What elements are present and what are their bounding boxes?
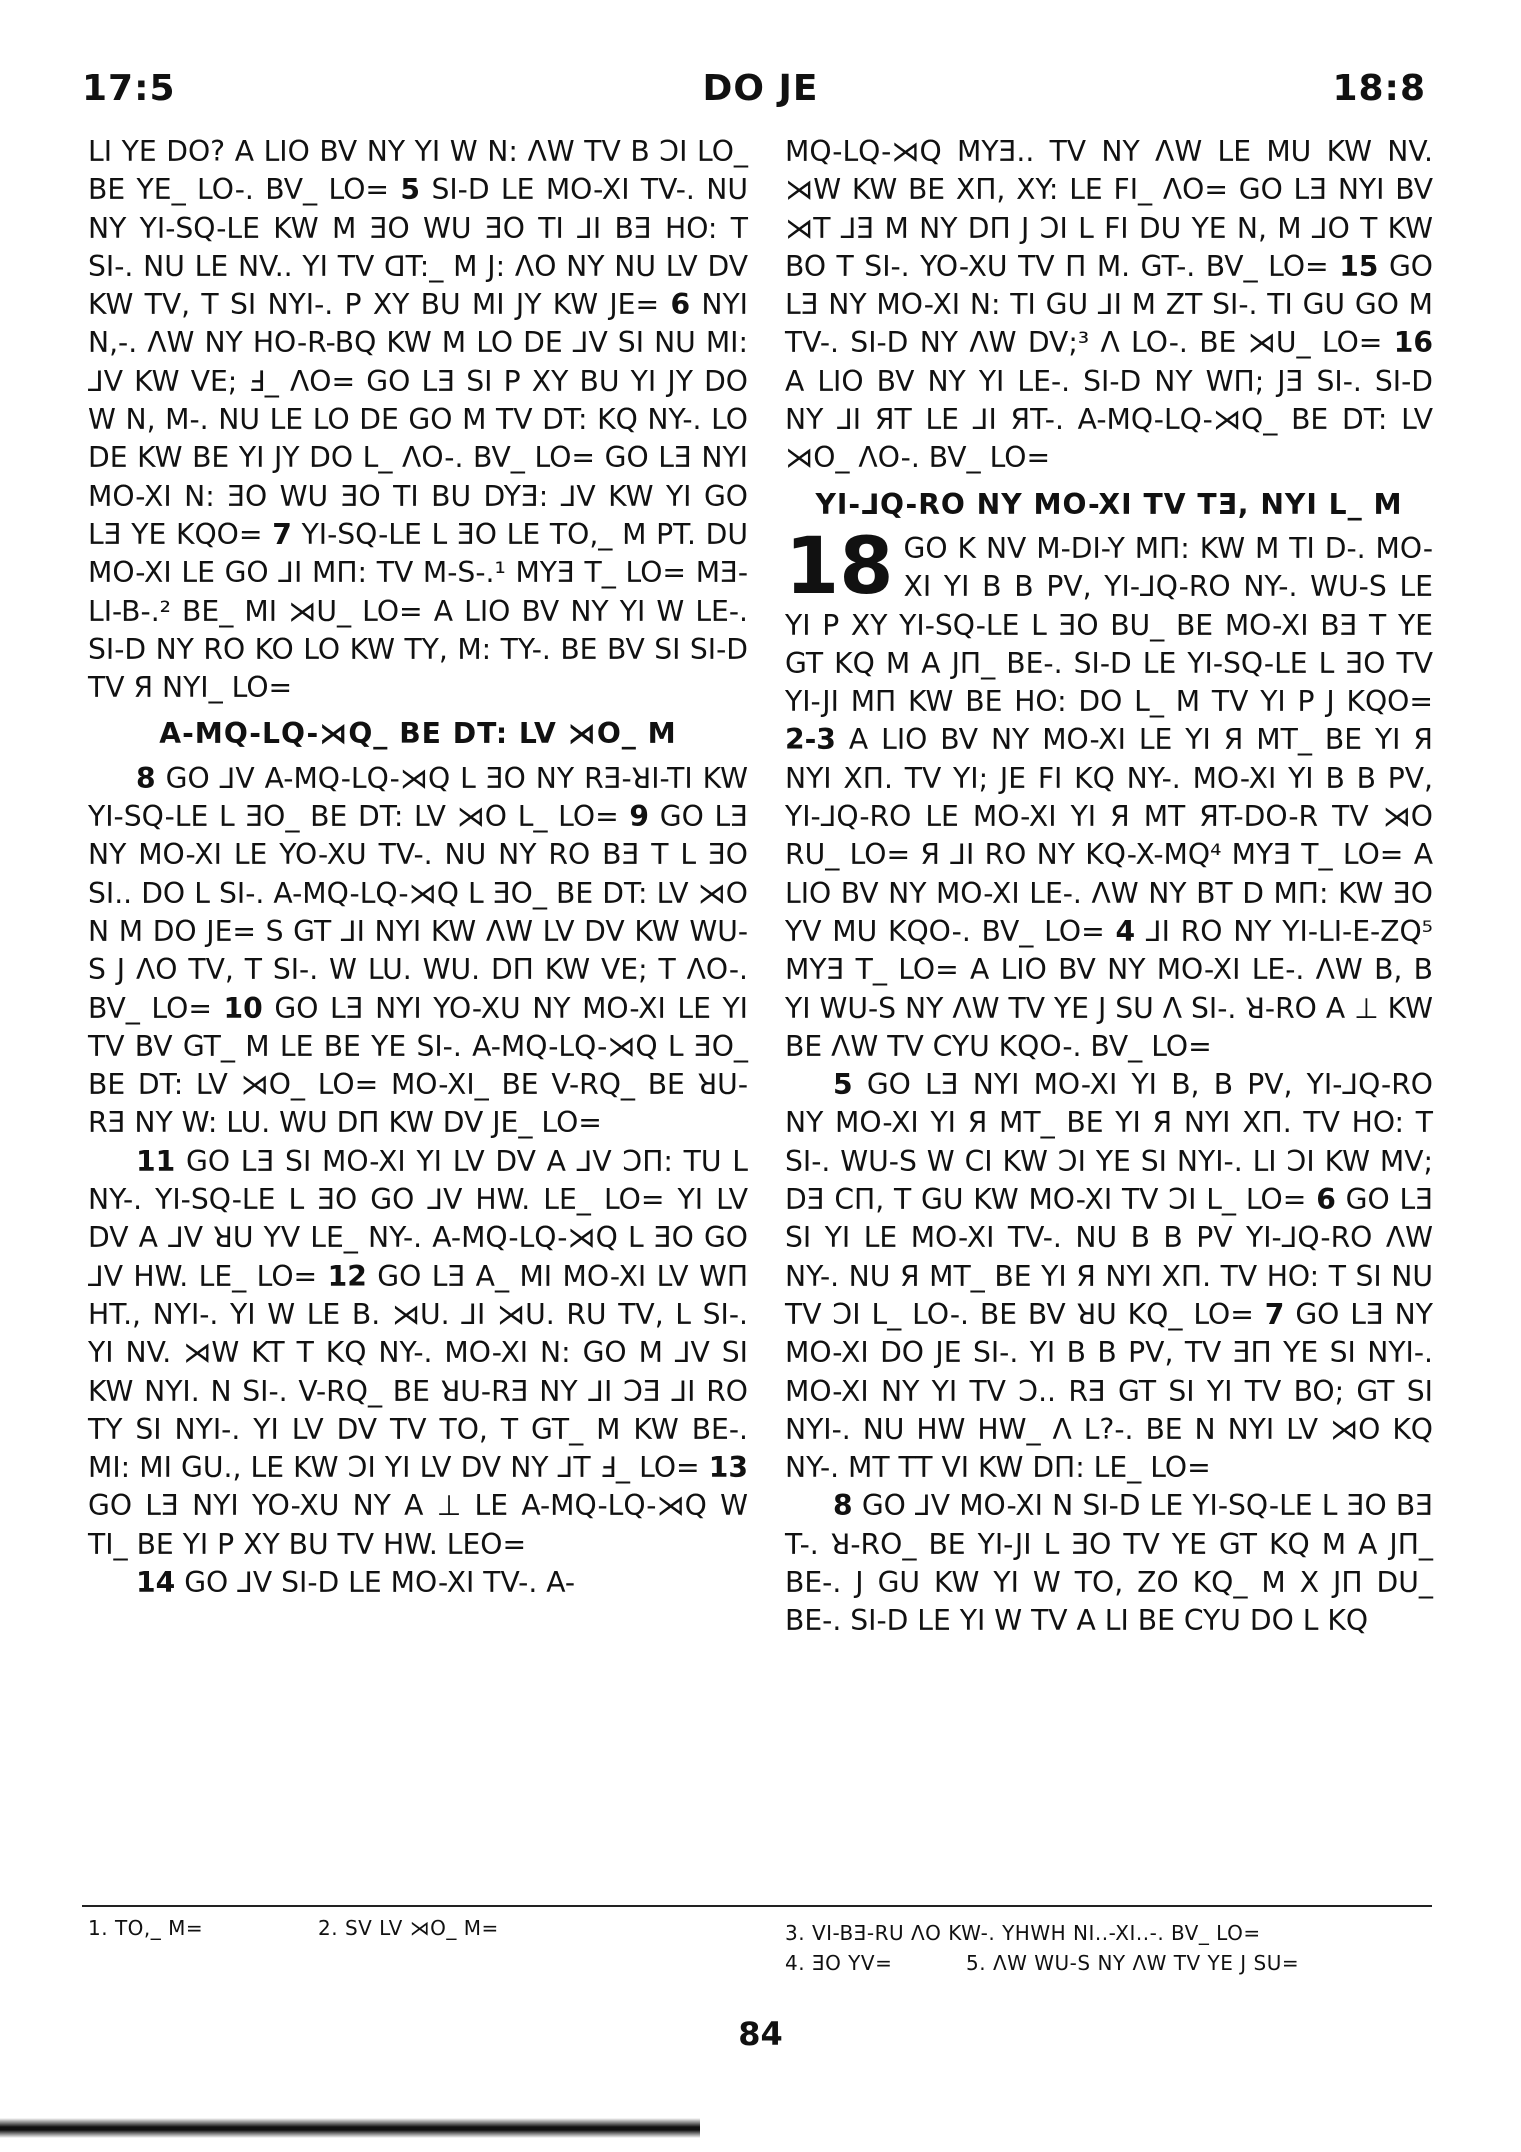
paragraph — [785, 133, 1433, 478]
verse-text: GO LƎ NY MO-XI DO JE SI-. YI B B PV, TV ƎΠ YE SI NYI-. MO-XI NY YI TV Ɔ.. RƎ GT SI YI TV BO; GT SI NYI-. NU HW HW_ Λ L?-. BE N NYI LV ⋊O KQ NY-. MT TT VI KW DΠ: LE_ LO= — [785, 1297, 1433, 1485]
right-text-column — [785, 133, 1433, 1641]
footnote: 4. ƎO YV= — [785, 1951, 893, 1975]
verse-text: NYI N,-. ΛW NY HO-R-BQ KW M LO DE ⅃V SI NU MI: ⅃V KW VE; Ⅎ_ ΛO= GO LƎ SI P XY BU YI JY DO W N, M-. NU LE LO DE GO M TV DT: KQ NY-. LO DE KW BE YI JY DO L_ ΛO-. BV_ LO= GO LƎ NYI MO-XI N: ƎO WU ƎO TI BU DYƎ: ⅃V KW YI GO LƎ YE KQO= — [88, 288, 748, 551]
verse-text: SI-D LE MO-XI TV-. NU NY YI-SQ-LE KW M ƎO WU ƎO TI ⅃I BƎ HO: T SI-. NU LE NV.. YI TV ꓷT:_ M J: ΛO NY NU LV DV KW TV, T SI NYI-. P XY BU MI JY KW JE= — [88, 173, 748, 322]
verse-number: 6 — [1316, 1183, 1336, 1217]
verse-number: 2-3 — [785, 723, 836, 757]
verse-number: 16 — [1393, 326, 1433, 360]
footnote: 2. SV LV ⋊O_ M= — [318, 1916, 499, 1940]
verse-text: GO LƎ NYI MO-XI YI B, B PV, YI-⅃Q-RO NY MO-XI YI Я MT_ BE YI Я NYI XΠ. TV HO: T SI-. WU-S W CI KW ƆI YE SI NYI-. LI ƆI KW MV; DƎ CΠ, T GU KW MO-XI TV ƆI L_ LO= — [785, 1068, 1433, 1217]
footnote: 3. VI-BƎ-RU ΛO KW-. YHWH NI..-XI..-. BV_ LO= — [785, 1921, 1261, 1945]
paragraph — [785, 1066, 1433, 1487]
paragraph — [88, 133, 748, 707]
verse-number: 6 — [670, 288, 691, 322]
paragraph — [88, 1143, 748, 1564]
paragraph — [785, 1487, 1433, 1640]
verse-number: 14 — [136, 1565, 176, 1599]
verse-text: ⅃I RO NY YI-LI-E-ZQ⁵ MYƎ T_ LO= A LIO BV NY MO-XI LE-. ΛW B, B YI WU-S NY ΛW TV YE J SU Λ SI-. ꓤ-RO A ⊥ KW BE ΛW TV CYU KQO-. BV_ LO= — [785, 914, 1433, 1063]
section-heading: A-MQ-LQ-⋊Q_ BE DT: LV ⋊O_ M — [159, 717, 677, 751]
paragraph — [88, 760, 748, 1143]
verse-number: 8 — [833, 1489, 853, 1523]
verse-number: 8 — [136, 761, 156, 795]
verse-number: 12 — [327, 1259, 367, 1293]
verse-number: 10 — [223, 991, 263, 1025]
verse-text: GO LƎ SI MO-XI YI LV DV A ⅃V ƆΠ: TU L NY-. YI-SQ-LE L ƎO GO ⅃V HW. LE_ LO= YI LV DV A ⅃V ꓤU YV LE_ NY-. A-MQ-LQ-⋊Q L ƎO GO ⅃V HW. LE_ LO= — [88, 1144, 748, 1293]
verse-number: 11 — [136, 1144, 176, 1178]
page-number: 84 — [738, 2015, 783, 2053]
chapter-number: 18 — [785, 521, 894, 612]
verse-number: 5 — [833, 1068, 853, 1102]
verse-text: GO K NV M-DI-Y MΠ: KW M TI D-. MO-XI YI B B PV, YI-⅃Q-RO NY-. WU-S LE YI P XY YI-SQ-LE L ƎO BU_ BE MO-XI BƎ T YE GT KQ M A JΠ_ BE-. SI-D LE YI-SQ-LE L ƎO TV YI-JI MΠ KW BE HO: DO L_ M TV YI P J KQO= — [785, 531, 1433, 719]
verse-number: 9 — [629, 800, 650, 834]
verse-text: A LIO BV NY MO-XI LE YI Я MT_ BE YI Я NYI XΠ. TV YI; JE FI KQ NY-. MO-XI YI B B PV, YI-⅃Q-RO LE MO-XI YI Я MT ЯT-DO-R TV ⋊O RU_ LO= Я ⅃I RO NY KQ-X-MQ⁴ MYƎ T_ LO= A LIO BV NY MO-XI LE-. ΛW NY BT D MΠ: KW ƎO YV MU KQO-. BV_ LO= — [785, 723, 1434, 948]
book-title: DO JE — [702, 68, 819, 109]
left-text-column — [88, 133, 748, 1602]
verse-text: GO ⅃V SI-D LE MO-XI TV-. A- — [184, 1565, 576, 1599]
verse-text: GO LƎ A_ MI MO-XI LV WΠ HT., NYI-. YI W LE B. ⋊U. ⅃I ⋊U. RU TV, L SI-. YI NV. ⋊W KT T KQ NY-. MO-XI N: GO M ⅃V SI KW NYI. N SI-. V-RQ_ BE ꓤU-RƎ NY ⅃I ƆƎ ⅃I RO TY SI NYI-. YI LV DV TV TO, T GT_ M KW BE-. MI: MI GU., LE KW ƆI YI LV DV NY ⅃T Ⅎ_ LO= — [88, 1259, 749, 1485]
verse-text: GO ⅃V MO-XI N SI-D LE YI-SQ-LE L ƎO BƎ T-. ꓤ-RO_ BE YI-JI L ƎO TV YE GT KQ M A JΠ_ BE-. J GU KW YI W TO, ZO KQ_ M X JΠ DU_ BE-. SI-D LE YI W TV A LI BE CYU DO L KQ — [785, 1489, 1433, 1638]
header-left-reference: 17:5 — [82, 68, 176, 109]
paragraph — [785, 521, 1434, 1066]
verse-number: 7 — [1264, 1297, 1285, 1331]
verse-number: 15 — [1339, 249, 1379, 283]
footnote: 1. TO,_ M= — [88, 1916, 204, 1940]
verse-text: GO ⅃V A-MQ-LQ-⋊Q L ƎO NY RƎ-ꓤI-TI KW YI-SQ-LE L ƎO_ BE DT: LV ⋊O L_ LO= — [88, 761, 749, 834]
header-right-reference: 18:8 — [1332, 68, 1426, 109]
verse-text: LI YE DO? A LIO BV NY YI W N: ΛW TV B ƆI LO_ BE YE_ LO-. BV_ LO= — [88, 135, 748, 207]
verse-text: GO LƎ NY MO-XI N: TI GU ⅃I M ZT SI-. TI GU GO M TV-. SI-D NY ΛW DV;³ Λ LO-. BE ⋊U_ LO= — [785, 249, 1433, 360]
verse-text: MQ-LQ-⋊Q MYƎ.. TV NY ΛW LE MU KW NV. ⋊W KW BE XΠ, XY: LE FI_ ΛO= GO LƎ NYI BV ⋊T ⅃Ǝ M NY DΠ J ƆI L FI DU YE N, M ⅃O T KW BO T SI-. YO-XU TV Π M. GT-. BV_ LO= — [785, 135, 1433, 283]
verse-number: 4 — [1115, 914, 1136, 948]
scan-edge-shadow — [0, 2118, 700, 2138]
verse-number: 5 — [400, 173, 421, 207]
verse-text: GO LƎ NYI YO-XU NY A ⊥ LE A-MQ-LQ-⋊Q W TI_ BE YI P XY BU TV HW. LEO= — [88, 1489, 748, 1561]
verse-text: A LIO BV NY YI LE-. SI-D NY WΠ; JƎ SI-. SI-D NY ⅃I ЯT LE ⅃I ЯT-. A-MQ-LQ-⋊Q_ BE DT: LV ⋊O_ ΛO-. BV_ LO= — [785, 364, 1433, 475]
verse-text: GO LƎ SI YI LE MO-XI TV-. NU B B PV YI-⅃Q-RO ΛW NY-. NU Я MT_ BE YI Я NYI XΠ. TV HO: T SI NU TV ƆI L_ LO-. BE BV ꓤU KQ_ LO= — [785, 1183, 1433, 1331]
verse-text: YI-SQ-LE L ƎO LE TO,_ M PT. DU MO-XI LE GO ⅃I MΠ: TV M-S-.¹ MYƎ T_ LO= MƎ-LI-B-.² BE_ MI ⋊U_ LO= A LIO BV NY YI W LE-. SI-D NY RO KO LO KW TY, M: TY-. BE BV SI SI-D TV Я NYI_ LO= — [88, 517, 749, 705]
running-header — [0, 68, 1521, 118]
verse-text: GO LƎ NYI YO-XU NY MO-XI LE YI TV BV GT_ M LE BE YE SI-. A-MQ-LQ-⋊Q L ƎO_ BE DT: LV ⋊O_ LO= MO-XI_ BE V-RQ_ BE ꓤU-RƎ NY W: LU. WU DΠ KW DV JE_ LO= — [88, 991, 748, 1140]
footnote: 5. ΛW WU-S NY ΛW TV YE J SU= — [966, 1951, 1300, 1975]
verse-text: GO LƎ NY MO-XI LE YO-XU TV-. NU NY RO BƎ T L ƎO SI.. DO L SI-. A-MQ-LQ-⋊Q L ƎO_ BE DT: LV ⋊O N M DO JE= S GT ⅃I NYI KW ΛW LV DV KW WU-S J ΛO TV, T SI-. W LU. WU. DΠ KW VE; T ΛO-. BV_ LO= — [88, 800, 748, 1025]
footnote-divider — [82, 1905, 1432, 1907]
verse-number: 13 — [708, 1451, 749, 1485]
verse-number: 7 — [272, 517, 292, 551]
paragraph — [88, 1564, 748, 1602]
section-heading: YI-⅃Q-RO NY MO-XI TV TƎ, NYI L_ M — [815, 487, 1403, 521]
